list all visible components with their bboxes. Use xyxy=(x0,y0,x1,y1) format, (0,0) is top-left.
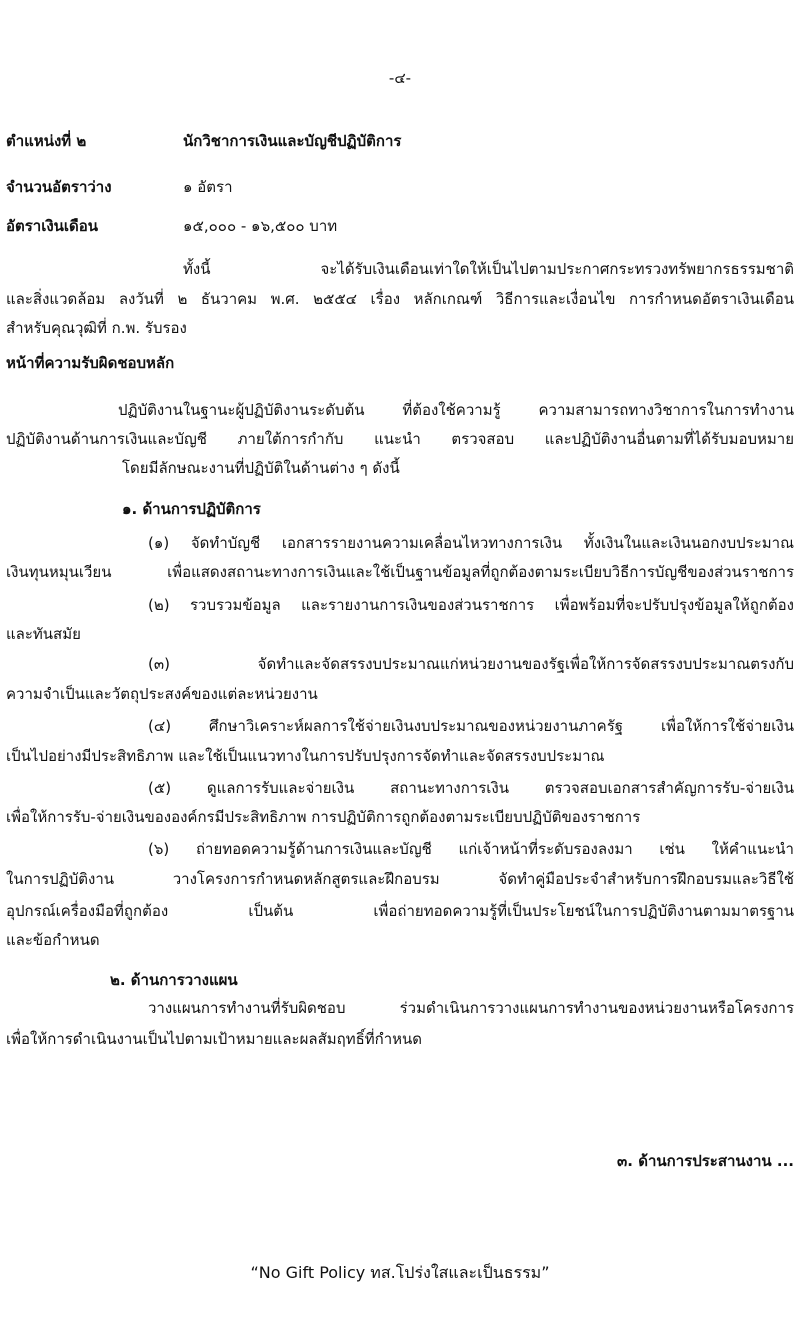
duties-heading: หน้าที่ความรับผิดชอบหลัก xyxy=(6,354,175,372)
section2-heading: ๒. ด้านการวางแผน xyxy=(110,971,238,989)
section2-line: เพื่อให้การดำเนินงานเป็นไปตามเป้าหมายและผลสัมฤทธิ์ที่กำหนด xyxy=(6,1030,423,1048)
salary-note-line: ทั้งนี้ จะได้รับเงินเดือนเท่าใดให้เป็นไปตามประกาศกระทรวงทรัพยากรธรรมชาติ xyxy=(183,260,794,278)
duties-intro-line: ปฏิบัติงานด้านการเงินและบัญชี ภายใต้การกำกับ แนะนำ ตรวจสอบ และปฏิบัติงานอื่นตามที่ได้รับมอบหมาย xyxy=(6,430,794,448)
section2-line: วางแผนการทำงานที่รับผิดชอบ ร่วมดำเนินการวางแผนการทำงานของหน่วยงานหรือโครงการ xyxy=(148,999,794,1017)
item-5-line: (๕) ดูแลการรับและจ่ายเงิน สถานะทางการเงิน ตรวจสอบเอกสารสำคัญการรับ-จ่ายเงิน xyxy=(148,779,794,797)
vacancy-label: จำนวนอัตราว่าง xyxy=(6,178,112,196)
duties-intro-line: ปฏิบัติงานในฐานะผู้ปฏิบัติงานระดับต้น ที่ต้องใช้ความรู้ ความสามารถทางวิชาการในการทำงาน xyxy=(118,401,794,419)
item-3-line: ความจำเป็นและวัตถุประสงค์ของแต่ละหน่วยงาน xyxy=(6,685,318,703)
item-6-line: และข้อกำหนด xyxy=(6,931,100,949)
salary-value: ๑๕,๐๐๐ - ๑๖,๕๐๐ บาท xyxy=(183,217,338,235)
salary-label: อัตราเงินเดือน xyxy=(6,217,99,235)
item-4-line: (๔) ศึกษาวิเคราะห์ผลการใช้จ่ายเงินงบประมาณของหน่วยงานภาครัฐ เพื่อให้การใช้จ่ายเงิน xyxy=(148,717,794,735)
item-1-line: เงินทุนหมุนเวียน เพื่อแสดงสถานะทางการเงินและใช้เป็นฐานข้อมูลที่ถูกต้องตามระเบียบวิธีการบัญชีของส่วนราชการ xyxy=(6,563,794,581)
salary-note-line: สำหรับคุณวุฒิที่ ก.พ. รับรอง xyxy=(6,319,187,337)
item-1-line: (๑) จัดทำบัญชี เอกสารรายงานความเคลื่อนไหวทางการเงิน ทั้งเงินในและเงินนอกงบประมาณ xyxy=(148,534,794,552)
page-number: -๔- xyxy=(388,69,412,87)
item-5-line: เพื่อให้การรับ-จ่ายเงินขององค์กรมีประสิทธิภาพ การปฏิบัติการถูกต้องตามระเบียบปฏิบัติของราชการ xyxy=(6,808,641,826)
item-6-line: อุปกรณ์เครื่องมือที่ถูกต้อง เป็นต้น เพื่อถ่ายทอดความรู้ที่เป็นประโยชน์ในการปฏิบัติงานตามมาตรฐาน xyxy=(6,902,794,920)
item-2-line: (๒) รวบรวมข้อมูล และรายงานการเงินของส่วนราชการ เพื่อพร้อมที่จะปรับปรุงข้อมูลให้ถูกต้อง xyxy=(148,596,794,614)
footer-slogan: “No Gift Policy ทส.โปร่งใสและเป็นธรรม” xyxy=(250,1263,550,1282)
salary-note-line: และสิ่งแวดล้อม ลงวันที่ ๒ ธันวาคม พ.ศ. ๒๕๕๔ เรื่อง หลักเกณฑ์ วิธีการและเงื่อนไข การกำหนดอัตราเงินเดือน xyxy=(6,290,794,308)
position-label: ตำแหน่งที่ ๒ xyxy=(6,132,87,150)
position-value: นักวิชาการเงินและบัญชีปฏิบัติการ xyxy=(183,132,402,150)
vacancy-value: ๑ อัตรา xyxy=(183,178,233,196)
duties-intro-line: โดยมีลักษณะงานที่ปฏิบัติในด้านต่าง ๆ ดังนี้ xyxy=(122,459,400,477)
item-6-line: ในการปฏิบัติงาน วางโครงการกำหนดหลักสูตรและฝึกอบรม จัดทำคู่มือประจำสำหรับการฝึกอบรมและวิธีใช้ xyxy=(6,870,794,888)
item-6-line: (๖) ถ่ายทอดความรู้ด้านการเงินและบัญชี แก่เจ้าหน้าที่ระดับรองลงมา เช่น ให้คำแนะนำ xyxy=(148,840,794,858)
item-4-line: เป็นไปอย่างมีประสิทธิภาพ และใช้เป็นแนวทางในการปรับปรุงการจัดทำและจัดสรรงบประมาณ xyxy=(6,747,605,765)
item-3-line: (๓) จัดทำและจัดสรรงบประมาณแก่หน่วยงานของรัฐเพื่อให้การจัดสรรงบประมาณตรงกับ xyxy=(148,655,794,673)
section1-heading: ๑. ด้านการปฏิบัติการ xyxy=(122,500,261,518)
continuation-marker: ๓. ด้านการประสานงาน ... xyxy=(617,1152,794,1170)
item-2-line: และทันสมัย xyxy=(6,625,81,643)
